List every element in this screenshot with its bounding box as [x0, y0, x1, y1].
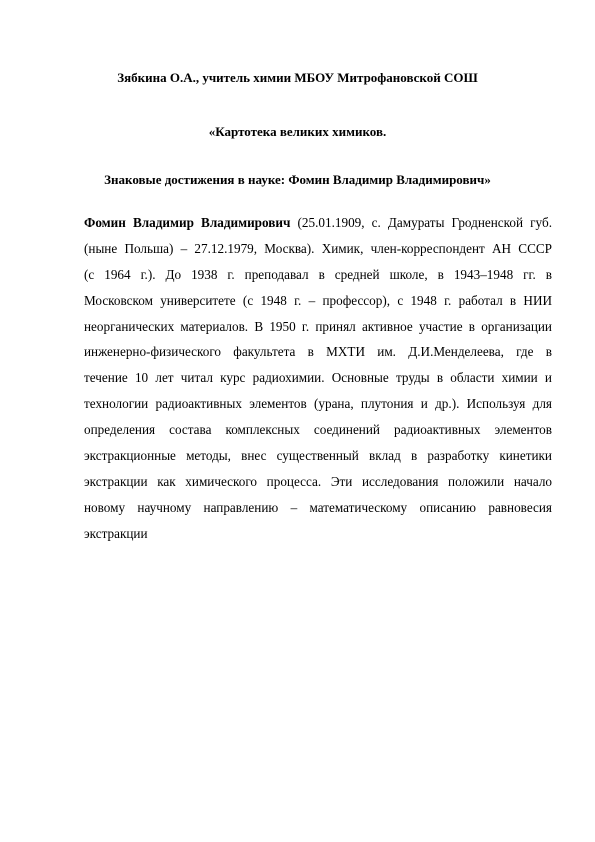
person-name: Фомин Владимир Владимирович	[84, 215, 291, 230]
body-line: технологии радиоактивных элементов (урана, плутония и др.). Используя для	[84, 396, 552, 412]
body-line: экстракции как химического процесса. Эти исследования положили начало	[84, 473, 552, 489]
body-line: (ныне Польша) – 27.12.1979, Москва). Химик, член-корреспондент АН СССР	[84, 240, 552, 256]
body-line	[84, 210, 552, 236]
body-line-text: (25.01.1909, с. Дамураты Гродненской губ.	[290, 215, 552, 230]
body-line: экстракционные методы, внес существенный вклад в разработку кинетики	[84, 448, 552, 464]
subtitle-line: Знаковые достижения в науке: Фомин Владимир Владимирович»	[104, 172, 491, 187]
body-line: (с 1964 г.). До 1938 г. преподавал в средней школе, в 1943–1948 гг. в	[84, 266, 552, 282]
author-line: Зябкина О.А., учитель химии МБОУ Митрофановской СОШ	[117, 70, 478, 85]
title-line: «Картотека великих химиков.	[208, 124, 387, 139]
body-line: неорганических материалов. В 1950 г. принял активное участие в организации	[84, 318, 552, 334]
body-paragraph	[84, 210, 552, 547]
body-line: инженерно-физического факультета в МХТИ им. Д.И.Менделеева, где в	[84, 344, 552, 360]
body-line: определения состава комплексных соединений радиоактивных элементов	[84, 422, 552, 438]
body-line: новому научному направлению – математическому описанию равновесия	[84, 499, 552, 515]
body-line: экстракции	[84, 525, 148, 541]
body-line: течение 10 лет читал курс радиохимии. Основные труды в области химии и	[84, 370, 552, 386]
body-line: Московском университете (с 1948 г. – профессор), с 1948 г. работал в НИИ	[84, 292, 552, 308]
